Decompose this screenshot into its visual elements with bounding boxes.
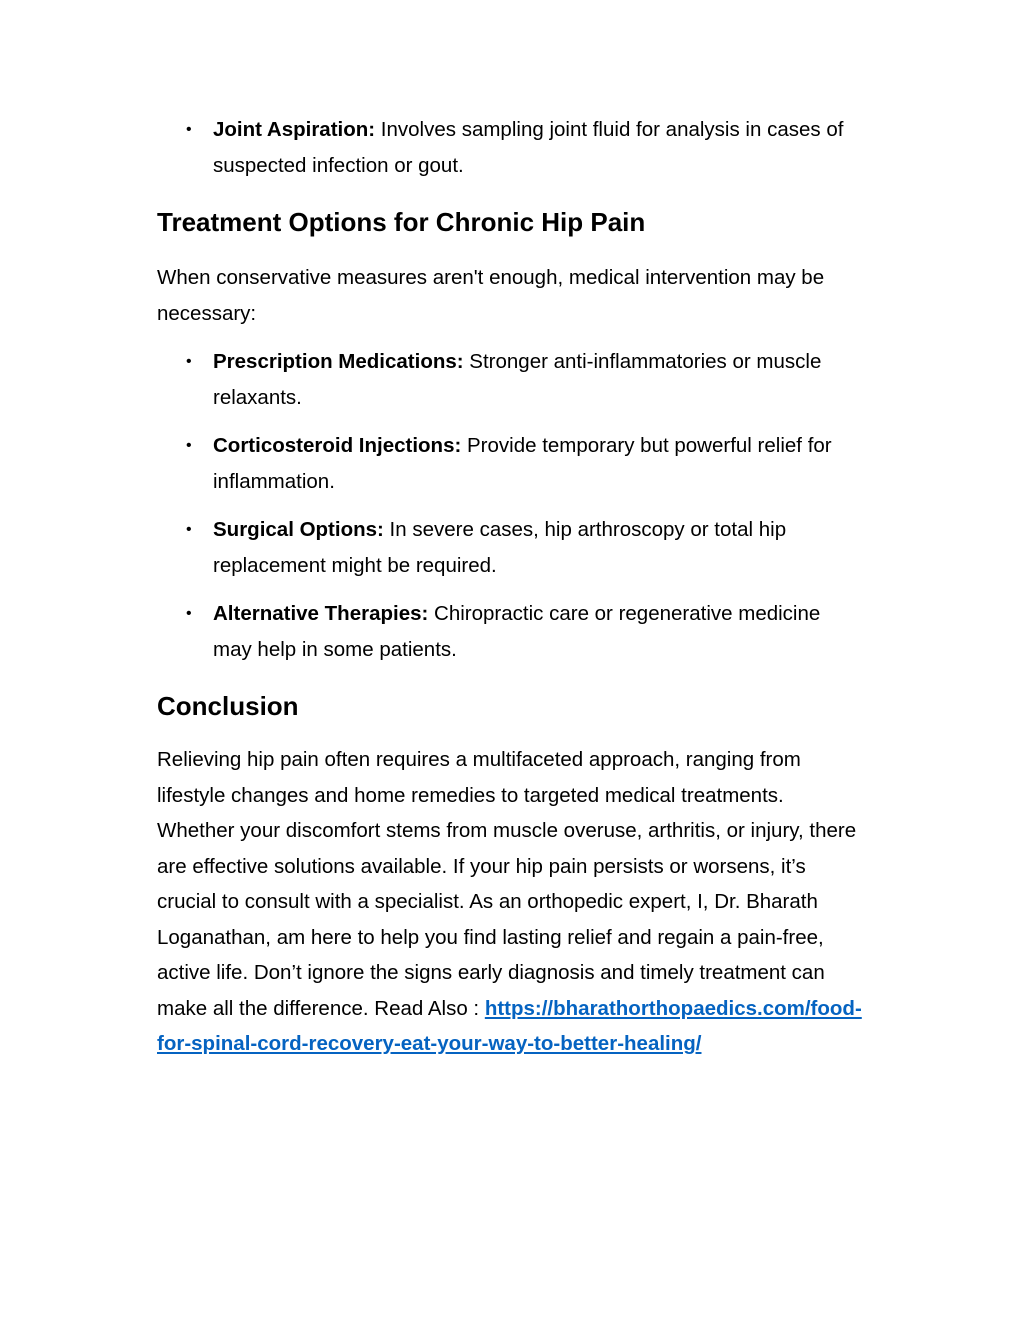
bullet-text: Chiropractic care or regenerative medicine may help in some patients. <box>213 602 821 661</box>
bullet-text: Involves sampling joint fluid for analysis in cases of suspected infection or gout. <box>213 118 844 177</box>
bullet-icon: • <box>186 437 192 454</box>
conclusion-text: Relieving hip pain often requires a multifaceted approach, ranging from lifestyle changes and home remedies to targeted medical treatments. Whether your discomfort stems from muscle overuse, arthritis, or injury, there are effective solutions available. If your hip pain persists or worsens, it’s crucial to consult with a specialist. As an orthopedic expert, I, Dr. Bharath Loganathan, am here to help you find lasting relief and regain a pain-free, active life. Don’t ignore the signs early diagnosis and timely treatment can make all the difference. Read Also : <box>157 748 857 1020</box>
bullet-text: Provide temporary but powerful relief for inflammation. <box>213 434 832 493</box>
document-page <box>157 112 862 1062</box>
conclusion-paragraph <box>157 742 862 1062</box>
read-also-link[interactable]: https://bharathorthopaedics.com/food-for-spinal-cord-recovery-eat-your-way-to-better-healing/ <box>157 996 862 1055</box>
bullet-text: In severe cases, hip arthroscopy or total hip replacement might be required. <box>213 518 787 577</box>
list-item <box>157 344 862 415</box>
conclusion-heading: Conclusion <box>157 691 299 721</box>
bullet-term: Alternative Therapies: <box>213 602 429 625</box>
bullet-term: Corticosteroid Injections: <box>213 434 462 457</box>
bullet-text: Stronger anti-inflammatories or muscle relaxants. <box>213 350 822 409</box>
bullet-icon: • <box>186 521 192 538</box>
treatment-intro: When conservative measures aren't enough, medical intervention may be necessary: <box>157 266 825 325</box>
list-item <box>157 596 862 667</box>
aspiration-list <box>157 112 862 183</box>
bullet-term: Joint Aspiration: <box>213 118 376 141</box>
list-item <box>157 512 862 583</box>
list-item <box>157 112 862 183</box>
treatment-list <box>157 344 862 667</box>
bullet-term: Surgical Options: <box>213 518 384 541</box>
treatment-heading: Treatment Options for Chronic Hip Pain <box>157 207 646 237</box>
list-item <box>157 428 862 499</box>
bullet-icon: • <box>186 605 192 622</box>
bullet-term: Prescription Medications: <box>213 350 464 373</box>
bullet-icon: • <box>186 353 192 370</box>
bullet-icon: • <box>186 121 192 138</box>
